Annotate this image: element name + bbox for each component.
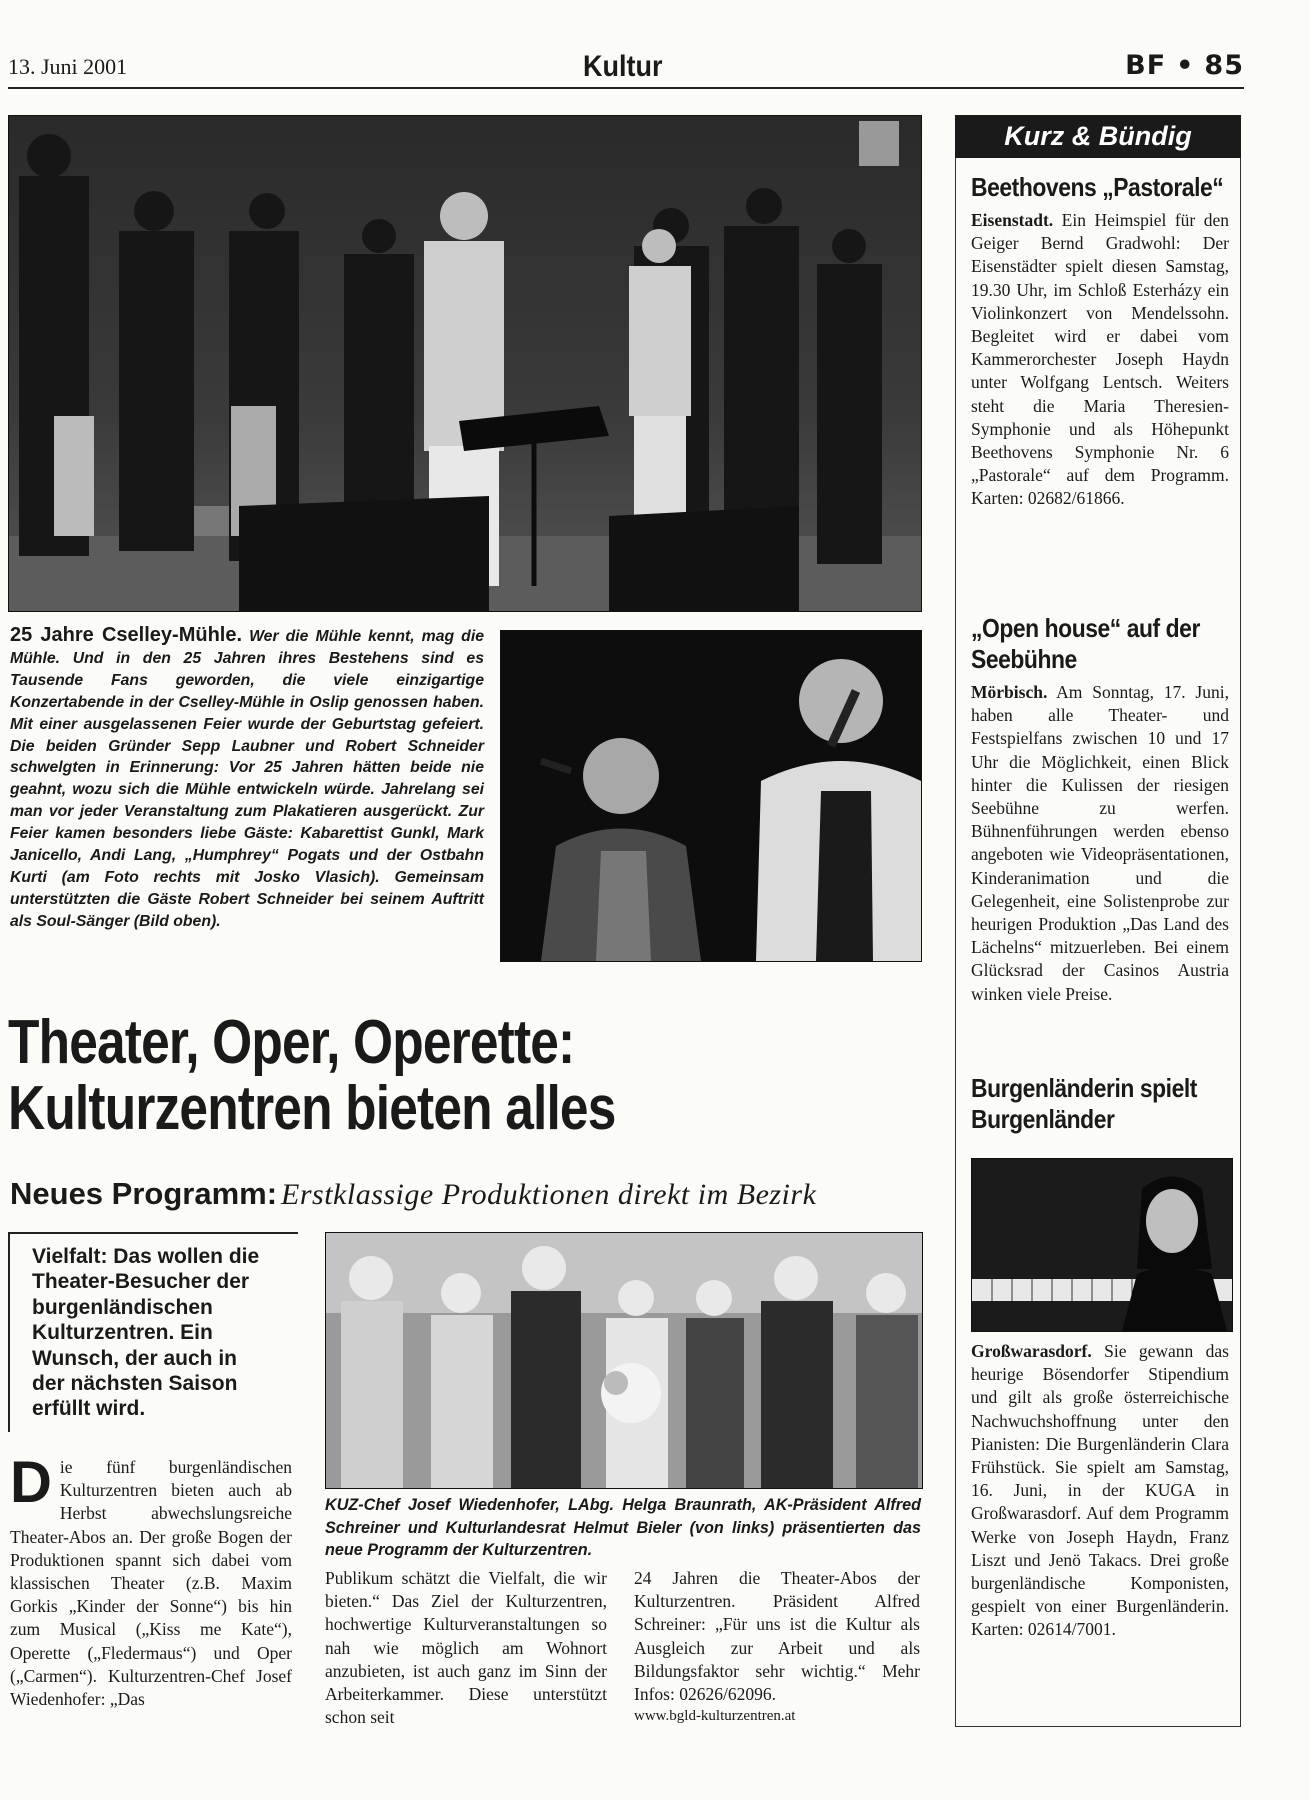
main-subhead: [10, 1176, 930, 1212]
column-3-text: 24 Jahren die Theater-Abos der Kulturzentren. Präsident Alfred Schreiner: „Für uns ist die Kultur als Ausgleich zur Arbeit und als Bildungsfaktor sehr wichtig.“ Mehr Infos: 02626/62096.: [634, 1568, 920, 1705]
sidebar-heading: „Open house“ auf der Seebühne: [971, 613, 1200, 674]
issue-date: 13. Juni 2001: [8, 54, 128, 79]
paper-initials: BF: [1125, 50, 1167, 81]
sidebar-text: Am Sonntag, 17. Juni, haben alle Theater- und Festspielfans zwischen 10 und 17 Uhr die Möglichkeit, einen Blick hinter die Kulissen der riesigen Seebühne zu werfen. Bühnenführungen werden ebenso angeboten wie Videopräsentationen, Kinderanimation und die Gelegenheit, eine Solistenprobe zur heurigen Produktion „Das Land des Lächelns“ mitzuerleben. Bei einem Glücksrad der Casinos Austria winken viele Preise.: [971, 682, 1229, 1004]
headline-line-2: Kulturzentren bieten alles: [8, 1074, 616, 1143]
sidebar-heading: Beethovens „Pastorale“: [971, 172, 1224, 202]
sidebar-item-pianist-text: [971, 1340, 1229, 1642]
sidebar-item-open-house: [971, 613, 1229, 1006]
page-number: 85: [1204, 50, 1244, 81]
section-title: Kultur: [583, 50, 663, 83]
article-column-1: [10, 1450, 292, 1711]
mill-anniversary-caption: [10, 625, 484, 933]
sidebar-heading: Burgenländerin spielt Burgenländer: [971, 1073, 1197, 1134]
article-lead: Vielfalt: Das wollen die Theater-Besucher der burgenländischen Kulturzentren. Ein Wunsch, der auch in der nächsten Saison erfüllt wird.: [32, 1245, 260, 1421]
sidebar-item-pianist: [971, 1073, 1229, 1135]
header-rule: [8, 87, 1244, 89]
caption-title: 25 Jahre Cselley-Mühle.: [10, 624, 243, 646]
paper-logo: BF • 85: [1125, 50, 1244, 81]
sidebar-title: Kurz & Bündig: [955, 115, 1241, 158]
sidebar-place: Großwarasdorf.: [971, 1341, 1092, 1361]
subhead-text: Erstklassige Produktionen direkt im Bezirk: [281, 1178, 817, 1211]
sidebar-place: Mörbisch.: [971, 682, 1048, 702]
page-header: [8, 50, 1244, 90]
drop-cap: D: [10, 1450, 52, 1515]
group-photo: [325, 1232, 923, 1489]
group-photo-caption: KUZ-Chef Josef Wiedenhofer, LAbg. Helga Braunrath, AK-Präsident Alfred Schreiner und Kulturlandesrat Helmut Bieler (von links) präsentierten das neue Programm der Kulturzentren.: [325, 1496, 921, 1559]
sidebar-place: Eisenstadt.: [971, 210, 1054, 230]
sidebar-item-pastorale: [971, 172, 1229, 511]
singers-photo: [500, 630, 922, 962]
article-column-2: Publikum schätzt die Vielfalt, die wir bieten.“ Das Ziel der Kulturzentren, hochwertige Kulturveranstaltungen so nah wie möglich am Wohnort anzubieten, ist auch ganz im Sinn der Arbeiterkammer. Diese unterstützt schon seit: [325, 1568, 607, 1728]
sidebar-text: Sie gewann das heurige Bösendorfer Stipendium und gilt als große österreichische Nachwuchshoffnung unter den Pianisten: Die Burgenländerin Clara Frühstück. Sie spielt am Samstag, 16. Juni, in der KUGA in Großwarasdorf. Auf dem Programm Werke von Joseph Haydn, Franz Liszt und Jenö Takacs. Drei große burgenländische Komponisten, gespielt von einer Burgenländerin. Karten: 02614/7001.: [971, 1341, 1229, 1640]
column-1-text: ie fünf burgenländischen Kulturzentren bieten auch ab Herbst abwechslungsreiche Theater-Abos an. Der große Bogen der Produktionen spannt sich dabei vom klassischen Theater (z.B. Maxim Gorkis „Kinder der Sonne“) bis hin zum Musical („Kiss me Kate“), Operette („Fledermaus“) und Oper („Carmen“). Kulturzentren-Chef Josef Wiedenhofer: „Das: [10, 1457, 292, 1710]
main-headline: [8, 1010, 772, 1142]
info-url[interactable]: www.bgld-kulturzentren.at: [634, 1708, 796, 1725]
subhead-label: Neues Programm:: [10, 1176, 278, 1211]
lead-box: [8, 1232, 298, 1234]
pianist-photo: [971, 1158, 1233, 1332]
headline-line-1: Theater, Oper, Operette:: [8, 1008, 575, 1077]
lead-box-side: [8, 1232, 10, 1432]
article-column-3: [634, 1567, 920, 1725]
sidebar-text: Ein Heimspiel für den Geiger Bernd Gradwohl: Der Eisenstädter spielt diesen Samstag, 19.30 Uhr, im Schloß Esterházy ein Violinkonzert von Mendelssohn. Begleitet wird er dabei vom Kammerorchester Joseph Haydn unter Wolfgang Lentsch. Weiters steht die Maria Theresien-Symphonie und als Höhepunkt Beethovens Symphonie Nr. 6 „Pastorale“ auf dem Programm. Karten: 02682/61866.: [971, 210, 1230, 509]
concert-stage-photo: [8, 115, 922, 612]
caption-text: Wer die Mühle kennt, mag die Mühle. Und in den 25 Jahren ihres Bestehens sind es Tausende Fans geworden, die viele einzigartige Konzertabende in der Cselley-Mühle in Oslip genossen haben. Mit einer ausgelassenen Feier wurde der Geburtstag gefeiert. Die beiden Gründer Sepp Laubner und Robert Schneider schwelgten in Erinnerung: Vor 25 Jahren hätten beide nie geahnt, wozu sich die Mühle entwickeln würde. Jahrelang sei man vor jeder Veranstaltung zum Plakatieren ausgerückt. Zur Feier kamen besonders liebe Gäste: Kabarettist Gunkl, Mark Janicello, Andi Lang, „Humphrey“ Pogats und der Ostbahn Kurti (am Foto rechts mit Josko Vlasich). Gemeinsam unterstützten die Gäste Robert Schneider bei seinem Auftritt als Soul-Sänger (Bild oben).: [10, 628, 484, 930]
